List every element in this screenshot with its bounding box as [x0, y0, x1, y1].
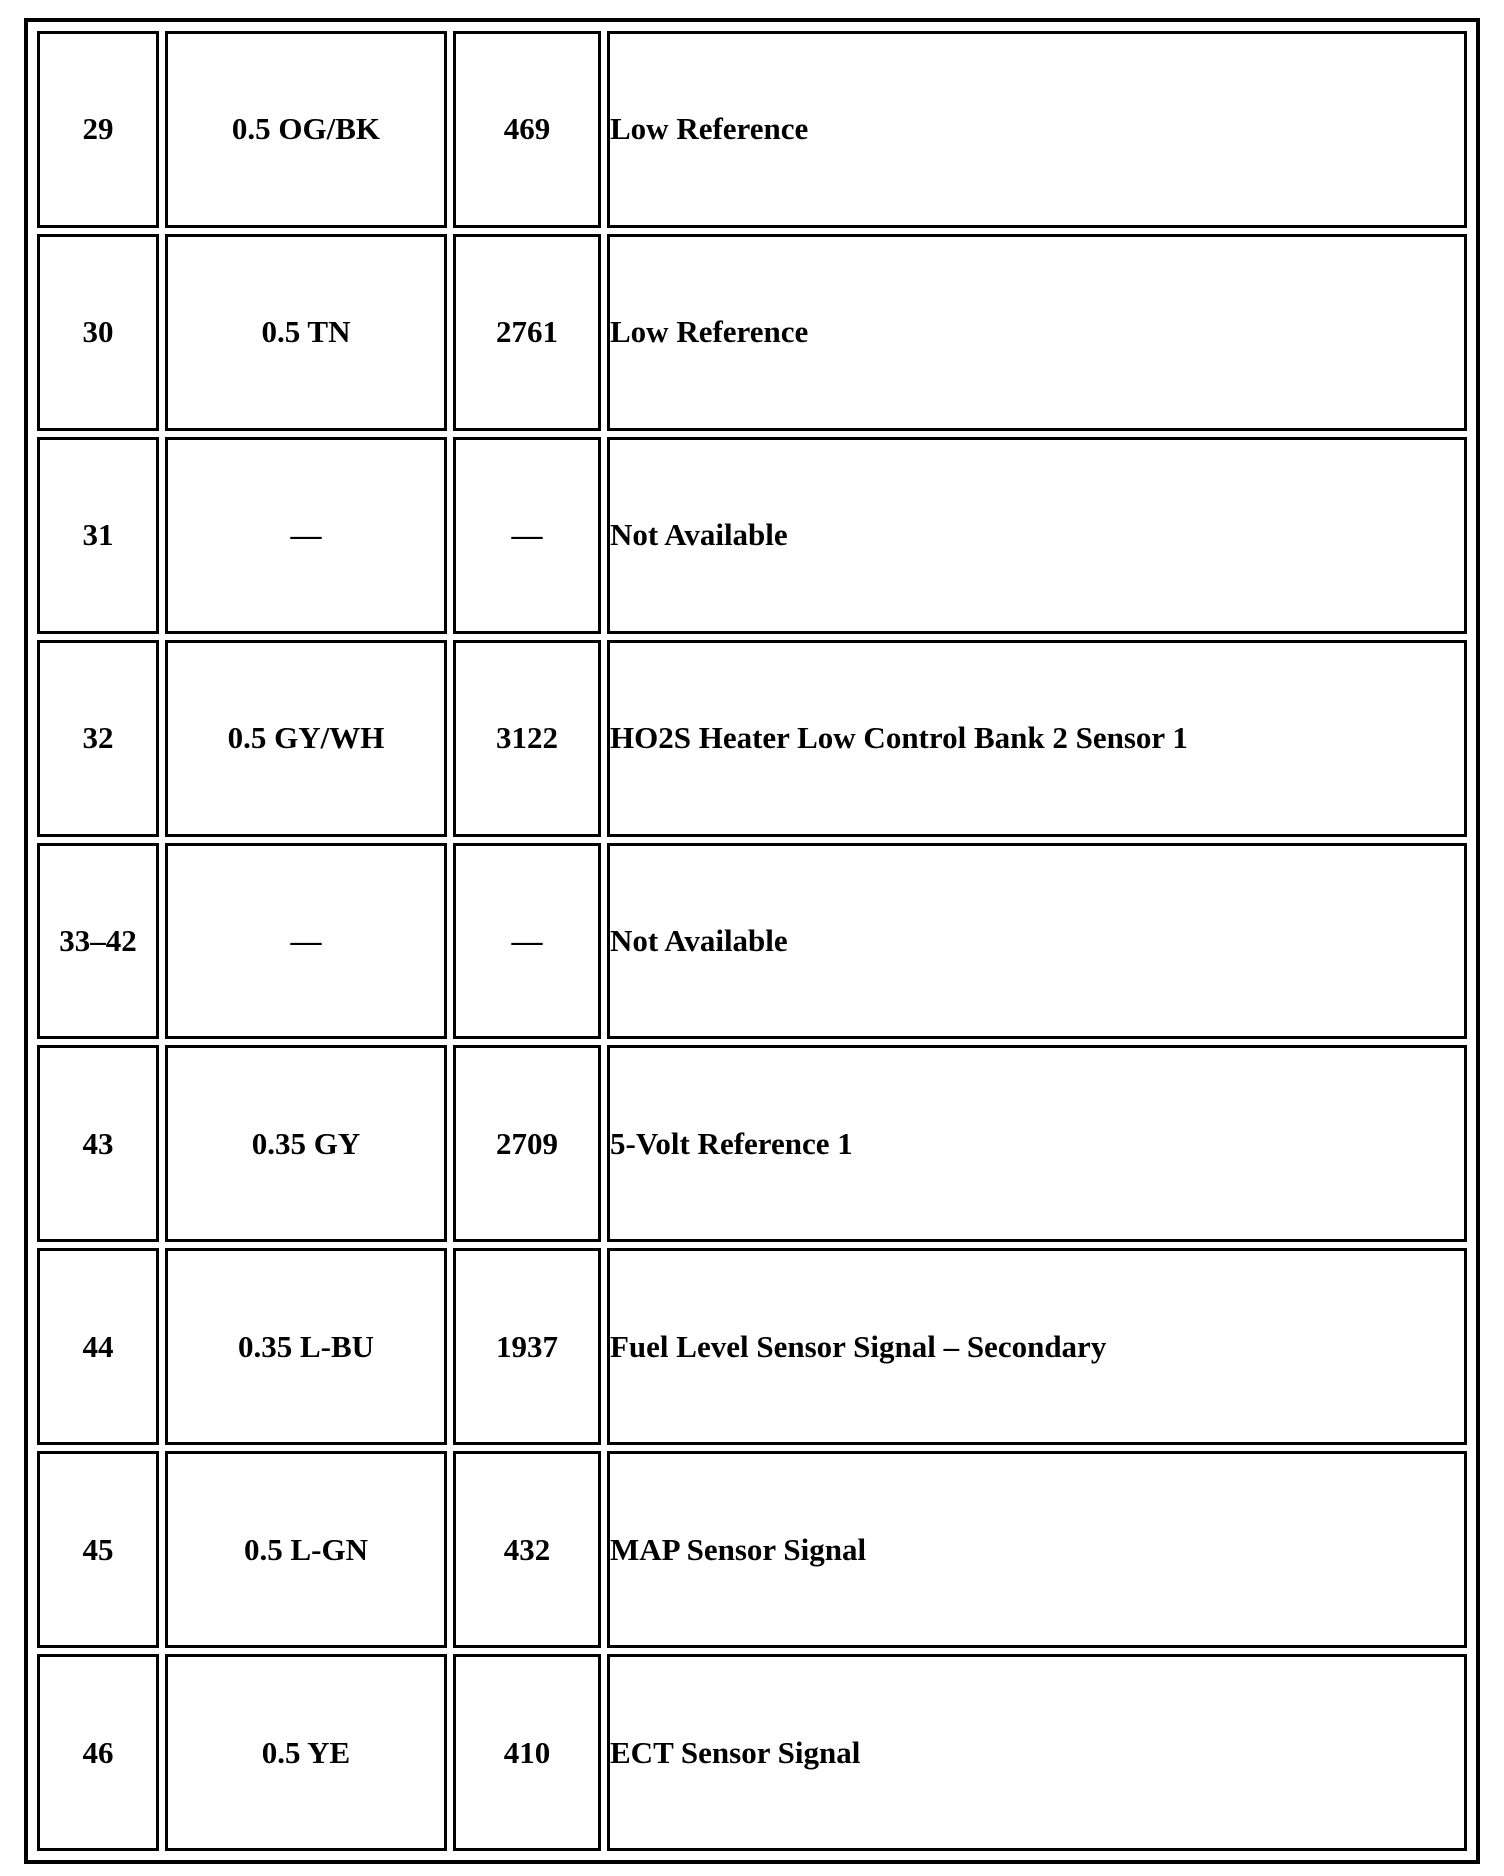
- function-cell: ECT Sensor Signal: [607, 1654, 1467, 1851]
- wire-color-cell: —: [165, 437, 447, 634]
- circuit-number-cell: 1937: [453, 1248, 601, 1445]
- circuit-number-cell: 469: [453, 31, 601, 228]
- circuit-number-cell: 410: [453, 1654, 601, 1851]
- connector-pinout-table-frame: [24, 18, 1480, 1864]
- circuit-number-cell: —: [453, 437, 601, 634]
- circuit-number-cell: 2761: [453, 234, 601, 431]
- pin-cell: 44: [37, 1248, 159, 1445]
- function-cell: Low Reference: [607, 234, 1467, 431]
- pin-cell: 30: [37, 234, 159, 431]
- function-cell: HO2S Heater Low Control Bank 2 Sensor 1: [607, 640, 1467, 837]
- table-row: [37, 31, 1467, 228]
- circuit-number-cell: 3122: [453, 640, 601, 837]
- table-row: [37, 1451, 1467, 1648]
- circuit-number-cell: —: [453, 843, 601, 1040]
- wire-color-cell: 0.35 L-BU: [165, 1248, 447, 1445]
- pin-cell: 46: [37, 1654, 159, 1851]
- function-cell: Not Available: [607, 843, 1467, 1040]
- table-row: [37, 843, 1467, 1040]
- pin-cell: 45: [37, 1451, 159, 1648]
- table-row: [37, 1045, 1467, 1242]
- pin-cell: 29: [37, 31, 159, 228]
- table-row: [37, 640, 1467, 837]
- connector-pinout-table: [31, 25, 1473, 1857]
- pin-cell: 32: [37, 640, 159, 837]
- wire-color-cell: 0.5 L-GN: [165, 1451, 447, 1648]
- function-cell: 5-Volt Reference 1: [607, 1045, 1467, 1242]
- wire-color-cell: 0.5 OG/BK: [165, 31, 447, 228]
- function-cell: Not Available: [607, 437, 1467, 634]
- table-row: [37, 234, 1467, 431]
- wire-color-cell: —: [165, 843, 447, 1040]
- table-row: [37, 1248, 1467, 1445]
- wire-color-cell: 0.5 YE: [165, 1654, 447, 1851]
- pin-cell: 33–42: [37, 843, 159, 1040]
- wire-color-cell: 0.5 GY/WH: [165, 640, 447, 837]
- function-cell: Low Reference: [607, 31, 1467, 228]
- wire-color-cell: 0.35 GY: [165, 1045, 447, 1242]
- circuit-number-cell: 432: [453, 1451, 601, 1648]
- table-row: [37, 1654, 1467, 1851]
- pin-cell: 43: [37, 1045, 159, 1242]
- function-cell: MAP Sensor Signal: [607, 1451, 1467, 1648]
- pin-cell: 31: [37, 437, 159, 634]
- wire-color-cell: 0.5 TN: [165, 234, 447, 431]
- table-row: [37, 437, 1467, 634]
- circuit-number-cell: 2709: [453, 1045, 601, 1242]
- function-cell: Fuel Level Sensor Signal – Secondary: [607, 1248, 1467, 1445]
